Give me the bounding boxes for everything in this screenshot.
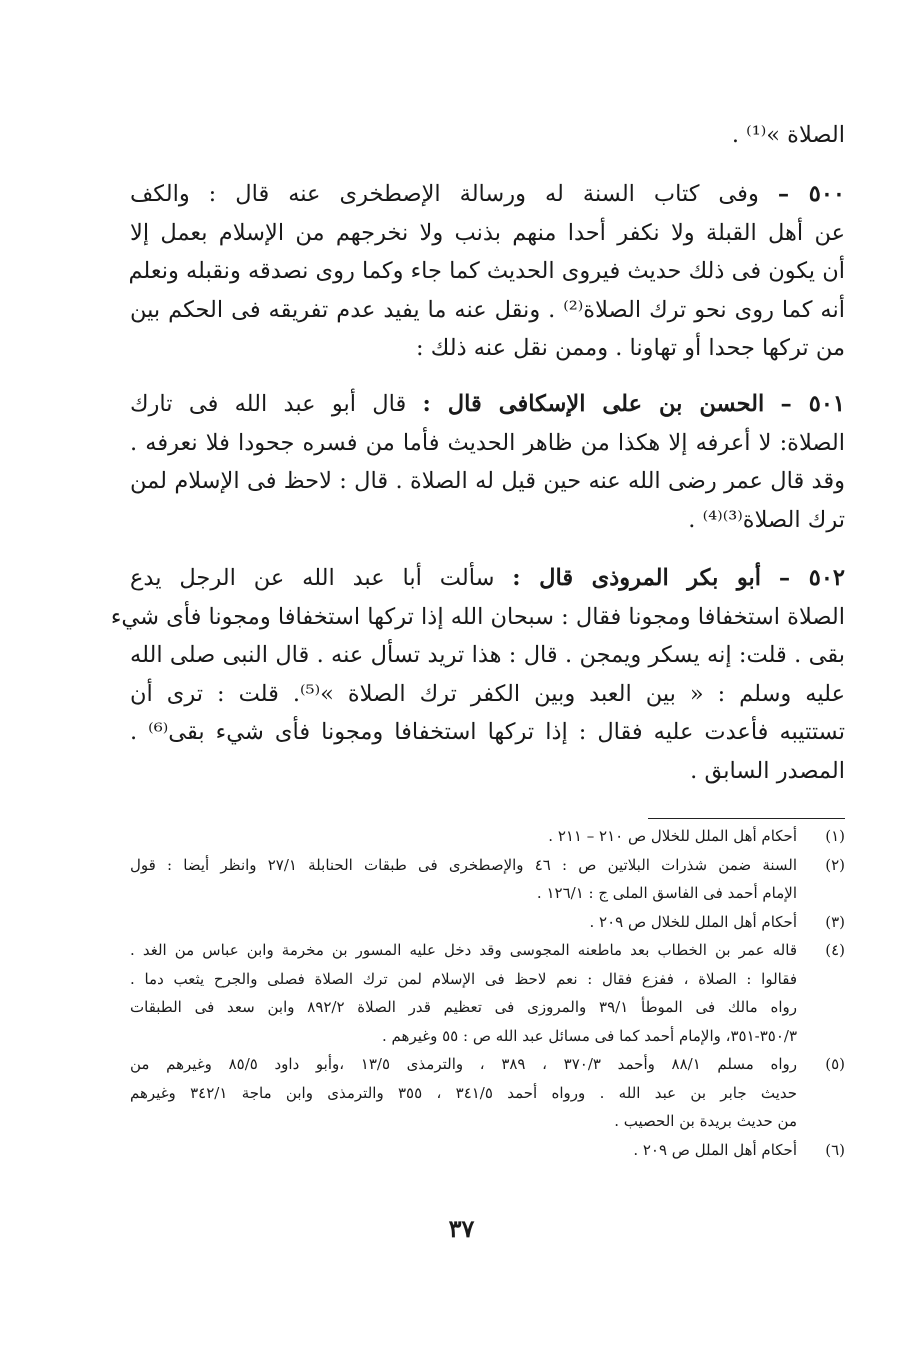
text-line: بقى . قلت: إنه يسكر ويمجن . قال : هذا تريد تسأل عنه . قال النبى صلى الله — [130, 642, 845, 668]
footnote-line: قاله عمر بن الخطاب بعد ماطعنه المجوسى وقد دخل عليه المسور بن مخرمة وابن عباس من الغد . — [130, 941, 797, 959]
text-line: تستتيبه فأعدت عليه فقال : إذا تركها استخفافا ومجونا فأى شيء بقى⁽⁶⁾ . — [130, 719, 845, 745]
text-line: قال أبو عبد الله فى تارك — [130, 391, 407, 417]
footnote-line: من حديث بريدة بن الحصيب . — [614, 1112, 797, 1130]
footnote — [130, 851, 845, 908]
text-line: أنه كما روى نحو ترك الصلاة⁽²⁾ . ونقل عنه ما يفيد عدم تفريقه فى الحكم بين — [130, 296, 845, 323]
text-line: الصلاة »⁽¹⁾ . — [731, 122, 845, 148]
footnote — [130, 936, 845, 1050]
footnote-line: رواه مالك فى الموطأ ٣٩/١ والمروزى فى تعظيم قدر الصلاة ٨٩٢/٢ وابن سعد فى الطبقات — [130, 998, 797, 1016]
footnote-line: أحكام أهل الملل للخلال ص ٢١٠ – ٢١١ . — [548, 827, 797, 845]
footnote-line: فقالوا : الصلاة ، ففزع فقال : نعم لاحظ فى الإسلام لمن ترك الصلاة فصلى والجرح يثعب دما . — [130, 969, 797, 988]
text-line: عليه وسلم : « بين العبد وبين الكفر ترك الصلاة »⁽⁵⁾. قلت : ترى أن — [130, 680, 845, 707]
footnote-number: (٣) — [825, 912, 845, 931]
footnote — [130, 908, 845, 937]
text-line: الصلاة: لا أعرفه إلا هكذا من ظاهر الحديث فأما من فسره جحودا فلا نعرفه . — [130, 429, 845, 456]
paragraph-title: الحسن بن على الإسكافى قال : — [422, 391, 765, 417]
footnotes — [130, 822, 845, 1164]
footnote-line: حديث جابر بن عبد الله . ورواه أحمد ٣٤١/٥ ، ٣٥٥ والترمذى وابن ماجة ٣٤٢/١ وغيرهم — [130, 1083, 797, 1102]
paragraph-502 — [110, 559, 845, 790]
text-line: أن يكون فى ذلك حديث فيروى الحديث كما جاء وكما روى نصدقه ونقبله ونعلم — [128, 258, 845, 284]
paragraph-500 — [130, 175, 845, 368]
footnote-divider — [648, 818, 845, 819]
text-line: عن أهل القبلة ولا نكفر أحدا منهم بذنب ولا نخرجهم من الإسلام بعمل إلا — [130, 219, 845, 246]
paragraph-number: ٥٠٠ – — [777, 181, 845, 207]
text-line: سألت أبا عبد الله عن الرجل يدع — [130, 565, 495, 591]
footnote-line: السنة ضمن شذرات البلاتين ص : ٤٦ والإصطخرى فى طبقات الحنابلة ٢٧/١ وانظر أيضا : قول — [130, 855, 798, 874]
footnote-number: (٤) — [825, 941, 845, 959]
paragraph-number: ٥٠١ – — [780, 391, 845, 417]
paragraph-number: ٥٠٢ – — [778, 565, 845, 591]
footnote-line: رواه مسلم ٨٨/١ وأحمد ٣٧٠/٣ ، ٣٨٩ ، والترمذى ١٣/٥ ،وأبو داود ٨٥/٥ وغيرهم من — [130, 1055, 797, 1073]
footnote-number: (٢) — [825, 855, 845, 874]
footnote-line: أحكام أهل الملل ص ٢٠٩ . — [633, 1140, 797, 1159]
paragraph-501 — [130, 385, 845, 539]
footnote-line: الإمام أحمد فى الفاسق الملى ج : ١٢٦/١ . — [536, 884, 797, 902]
text-line: ترك الصلاة⁽³⁾⁽⁴⁾ . — [688, 506, 845, 533]
paragraph-title: أبو بكر المروذى قال : — [512, 565, 762, 591]
text-line: وفى كتاب السنة له ورسالة الإصطخرى عنه قال : والكف — [130, 181, 759, 207]
footnote-number: (١) — [825, 827, 845, 845]
footnote — [130, 1050, 845, 1136]
footnote — [130, 822, 845, 851]
footnote-number: (٦) — [825, 1140, 845, 1159]
footnote-line: أحكام أهل الملل للخلال ص ٢٠٩ . — [589, 912, 797, 931]
text-line: وقد قال عمر رضى الله عنه حين قيل له الصلاة . قال : لاحظ فى الإسلام لمن — [130, 468, 845, 494]
continued-text — [130, 116, 845, 155]
text-line: المصدر السابق . — [690, 757, 845, 784]
footnote — [130, 1136, 845, 1165]
text-line: من تركها جحدا أو تهاونا . وممن نقل عنه ذلك : — [416, 335, 845, 361]
text-line: الصلاة استخفافا ومجونا فقال : سبحان الله إذا تركها استخفافا ومجونا فأى شيء — [110, 603, 845, 630]
footnote-number: (٥) — [825, 1055, 845, 1073]
footnote-line: ٣٥٠/٣-٣٥١، والإمام أحمد كما فى مسائل عبد الله ص : ٥٥ وغيرهم . — [382, 1026, 797, 1045]
page-number: ٣٧ — [448, 1214, 475, 1243]
